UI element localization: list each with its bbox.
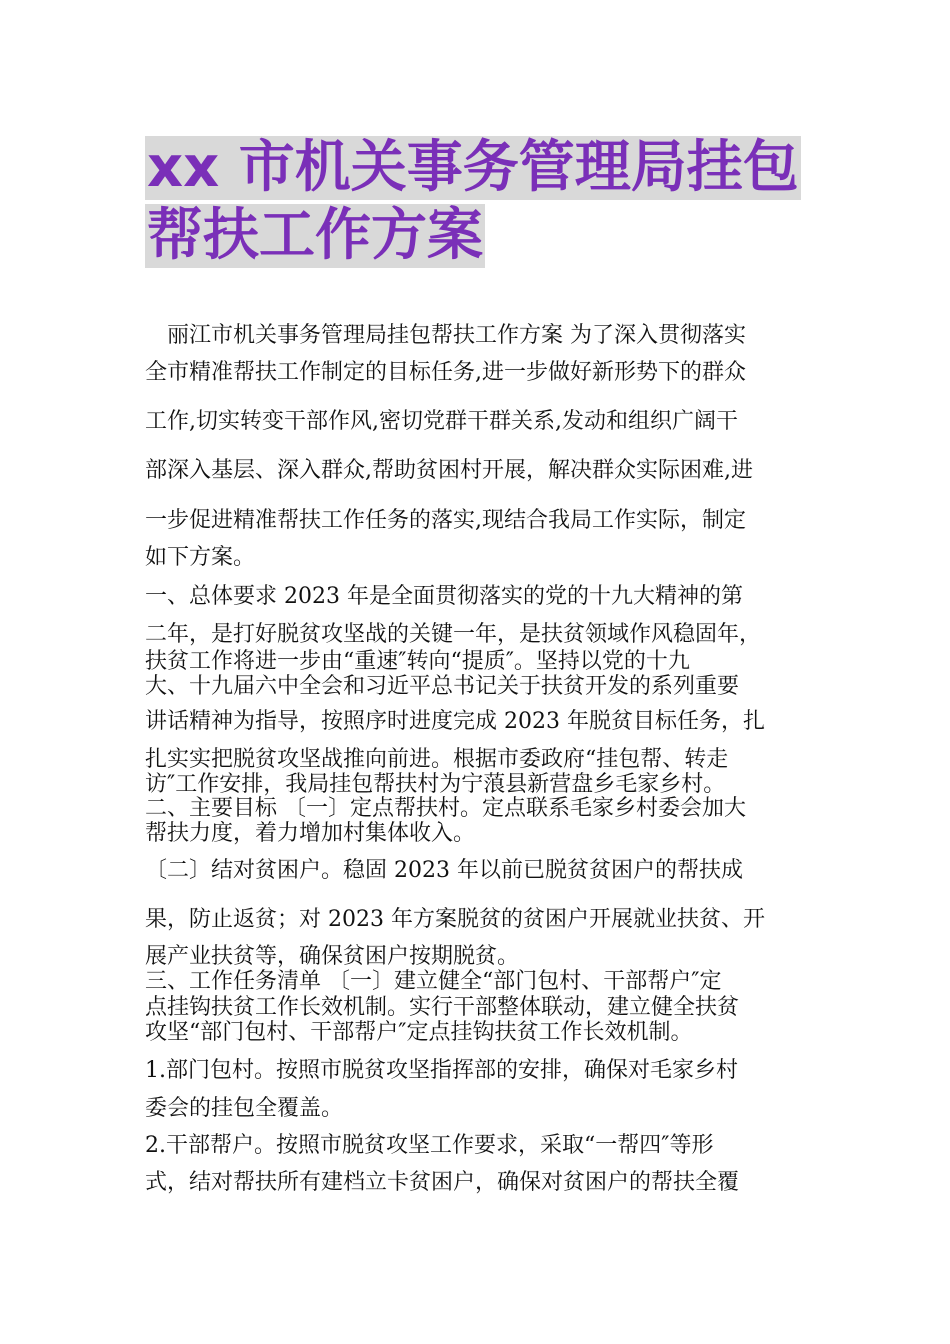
body-line: 一步促进精准帮扶工作任务的落实,现结合我局工作实际，制定 xyxy=(145,508,746,533)
body-line: 扶贫工作将进一步由“重速″转向“提质″。坚持以党的十九 xyxy=(145,649,690,674)
body-line: 丽江市机关事务管理局挂包帮扶工作方案 为了深入贯彻落实 xyxy=(145,323,746,348)
document-title-line-2: 帮扶工作方案 xyxy=(147,203,483,268)
body-line: 二、主要目标 〔一〕定点帮扶村。定点联系毛家乡村委会加大 xyxy=(145,796,746,821)
body-line: 三、工作任务清单 〔一〕建立健全“部门包村、干部帮户″定 xyxy=(145,969,722,994)
body-line: 一、总体要求 2023 年是全面贯彻落实的党的十九大精神的第 xyxy=(145,584,743,609)
body-line: 果，防止返贫；对 2023 年方案脱贫的贫困户开展就业扶贫、开 xyxy=(145,907,765,932)
body-line: 展产业扶贫等，确保贫困户按期脱贫。 xyxy=(145,944,520,969)
body-line: 扎实实把脱贫攻坚战推向前进。根据市委政府“挂包帮、转走 xyxy=(145,747,729,772)
body-line: 如下方案。 xyxy=(145,545,256,570)
body-line: 委会的挂包全覆盖。 xyxy=(145,1096,344,1121)
body-line: 1.部门包村。按照市脱贫攻坚指挥部的安排，确保对毛家乡村 xyxy=(145,1058,738,1083)
body-line: 2.干部帮户。按照市脱贫攻坚工作要求，采取“一帮四″等形 xyxy=(145,1133,714,1158)
body-line: 访″工作安排，我局挂包帮扶村为宁蒗县新营盘乡毛家乡村。 xyxy=(145,772,726,797)
body-line: 全市精准帮扶工作制定的目标任务,进一步做好新形势下的群众 xyxy=(145,360,746,385)
body-line: 帮扶力度，着力增加村集体收入。 xyxy=(145,821,476,846)
body-line: 工作,切实转变干部作风,密切党群干群关系,发动和组织广阔干 xyxy=(145,409,738,434)
body-line: 点挂钩扶贫工作长效机制。实行干部整体联动，建立健全扶贫 xyxy=(145,995,740,1020)
document-title-line-1: xx 市机关事务管理局挂包 xyxy=(147,135,799,200)
body-line: 式，结对帮扶所有建档立卡贫困户，确保对贫困户的帮扶全覆 xyxy=(145,1170,740,1195)
body-line: 部深入基层、深入群众,帮助贫困村开展，解决群众实际困难,进 xyxy=(145,458,753,483)
body-line: 攻坚“部门包村、干部帮户″定点挂钩扶贫工作长效机制。 xyxy=(145,1020,693,1045)
body-line: 〔二〕结对贫困户。稳固 2023 年以前已脱贫贫困户的帮扶成 xyxy=(145,858,743,883)
body-line: 大、十九届六中全会和习近平总书记关于扶贫开发的系列重要 xyxy=(145,674,740,699)
body-line: 二年，是打好脱贫攻坚战的关键一年，是扶贫领域作风稳固年， xyxy=(145,622,762,647)
body-line: 讲话精神为指导，按照序时进度完成 2023 年脱贫目标任务，扎 xyxy=(145,709,765,734)
